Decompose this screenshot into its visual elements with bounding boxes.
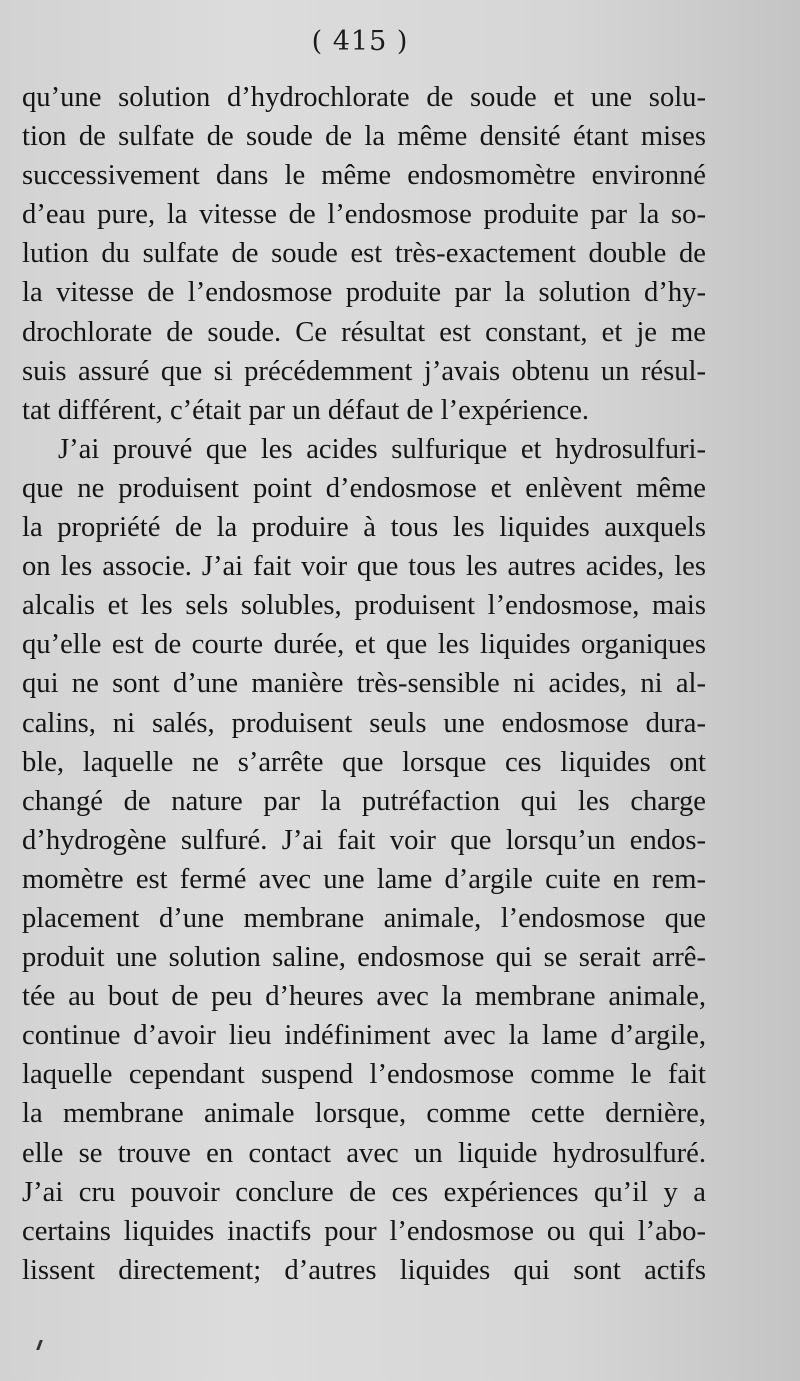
body-text [22, 78, 706, 1290]
paragraph-1 [22, 78, 706, 430]
text-line: tat différent, c’était par un défaut de l’expérience. [22, 394, 590, 426]
text-line: lissent directement; d’autres liquides qui sont actifs [22, 1254, 706, 1286]
text-line: la propriété de la produire à tous les liquides auxquels [22, 512, 706, 544]
text-line: lution du sulfate de soude est très-exactement double de [22, 238, 706, 270]
text-line: continue d’avoir lieu indéfiniment avec la lame d’argile, [22, 1020, 706, 1052]
text-line: drochlorate de soude. Ce résultat est constant, et je me [22, 316, 706, 348]
text-line: la membrane animale lorsque, comme cette dernière, [22, 1098, 706, 1130]
text-line: changé de nature par la putréfaction qui les charge [22, 785, 706, 817]
text-line: que ne produisent point d’endosmose et enlèvent même [22, 472, 706, 504]
ink-speck [36, 1340, 43, 1350]
text-line: on les associe. J’ai fait voir que tous les autres acides, les [22, 551, 706, 583]
text-line: tion de sulfate de soude de la même densité étant mises [22, 121, 706, 153]
text-line: certains liquides inactifs pour l’endosmose ou qui l’abo- [22, 1215, 706, 1247]
text-line: tée au bout de peu d’heures avec la membrane animale, [22, 981, 706, 1013]
page-number: ( 415 ) [311, 26, 409, 57]
text-line: J’ai prouvé que les acides sulfurique et hydrosulfuri- [58, 433, 706, 465]
text-line: ble, laquelle ne s’arrête que lorsque ces liquides ont [22, 746, 706, 778]
text-line: calins, ni salés, produisent seuls une endosmose dura- [22, 707, 706, 739]
text-line: laquelle cependant suspend l’endosmose comme le fait [22, 1059, 706, 1091]
text-line: placement d’une membrane animale, l’endosmose que [22, 902, 706, 934]
text-line: suis assuré que si précédemment j’avais obtenu un résul- [22, 355, 706, 387]
paragraph-2 [22, 430, 706, 1290]
text-line: successivement dans le même endosmomètre environné [22, 160, 706, 192]
text-line: d’eau pure, la vitesse de l’endosmose produite par la so- [22, 199, 706, 231]
text-line: qu’elle est de courte durée, et que les liquides organiques [22, 629, 706, 661]
text-line: momètre est fermé avec une lame d’argile cuite en rem- [22, 863, 706, 895]
text-line: d’hydrogène sulfuré. J’ai fait voir que lorsqu’un endos- [22, 824, 706, 856]
text-line: produit une solution saline, endosmose qui se serait arrê- [22, 942, 706, 974]
text-line: la vitesse de l’endosmose produite par la solution d’hy- [22, 277, 706, 309]
text-line: elle se trouve en contact avec un liquide hydrosulfuré. [22, 1137, 706, 1169]
text-line: qu’une solution d’hydrochlorate de soude et une solu- [22, 82, 706, 113]
text-line: J’ai cru pouvoir conclure de ces expériences qu’il y a [22, 1176, 706, 1208]
text-line: alcalis et les sels solubles, produisent l’endosmose, mais [22, 590, 706, 622]
text-line: qui ne sont d’une manière très-sensible ni acides, ni al- [22, 668, 706, 700]
